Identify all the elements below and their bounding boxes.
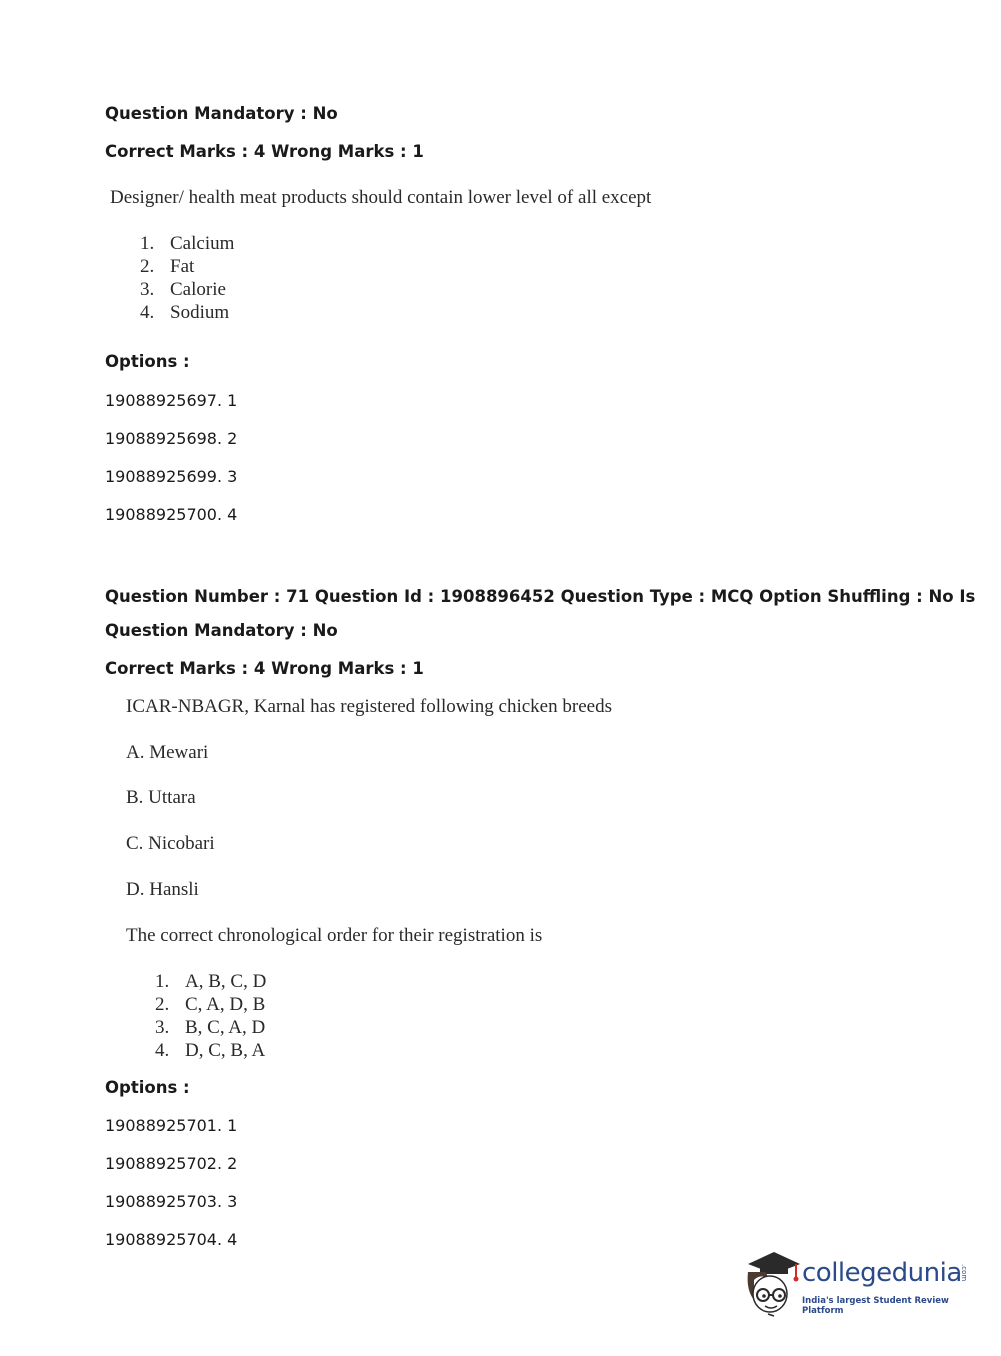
q71-choice-num: 2. bbox=[155, 994, 170, 1015]
q71-choice-num: 1. bbox=[155, 971, 170, 992]
q70-option: 19088925699. 3 bbox=[105, 467, 238, 486]
q71-choice-text: B, C, A, D bbox=[185, 1017, 266, 1038]
q70-choice bbox=[140, 256, 194, 278]
logo-wordmark: collegedunia bbox=[802, 1258, 962, 1288]
q70-option: 19088925700. 4 bbox=[105, 505, 238, 524]
q70-stem: Designer/ health meat products should contain lower level of all except bbox=[110, 187, 652, 208]
q70-marks: Correct Marks : 4 Wrong Marks : 1 bbox=[105, 142, 424, 161]
q71-option: 19088925704. 4 bbox=[105, 1230, 238, 1249]
q71-marks: Correct Marks : 4 Wrong Marks : 1 bbox=[105, 659, 424, 678]
q70-choice-text: Calcium bbox=[170, 233, 235, 254]
q71-choice-text: A, B, C, D bbox=[185, 971, 267, 992]
q71-option: 19088925703. 3 bbox=[105, 1192, 238, 1211]
q71-item: C. Nicobari bbox=[126, 833, 215, 854]
q71-header: Question Number : 71 Question Id : 1908896452 Question Type : MCQ Option Shuffling : No Is bbox=[105, 587, 976, 606]
q70-options-label: Options : bbox=[105, 352, 190, 371]
mascot-icon bbox=[740, 1250, 802, 1318]
q70-mandatory: Question Mandatory : No bbox=[105, 104, 338, 123]
logo-tagline: India's largest Student Review Platform bbox=[802, 1296, 949, 1316]
q70-option: 19088925697. 1 bbox=[105, 391, 238, 410]
q70-choice-text: Sodium bbox=[170, 302, 230, 323]
q71-choice-text: C, A, D, B bbox=[185, 994, 266, 1015]
q71-option: 19088925702. 2 bbox=[105, 1154, 238, 1173]
q70-choice-num: 1. bbox=[140, 233, 155, 254]
q71-choice-text: D, C, B, A bbox=[185, 1040, 266, 1061]
q70-choice-text: Fat bbox=[170, 256, 195, 277]
q71-choice bbox=[155, 1040, 265, 1062]
q71-option: 19088925701. 1 bbox=[105, 1116, 238, 1135]
q71-item: A. Mewari bbox=[126, 742, 209, 763]
q70-choice bbox=[140, 279, 226, 301]
q71-sub-stem: The correct chronological order for their registration is bbox=[126, 925, 543, 946]
q71-mandatory: Question Mandatory : No bbox=[105, 621, 338, 640]
q71-choice-num: 3. bbox=[155, 1017, 170, 1038]
q70-choice-num: 3. bbox=[140, 279, 155, 300]
q71-choice bbox=[155, 1017, 265, 1039]
collegedunia-logo[interactable] bbox=[740, 1250, 970, 1320]
q70-choice bbox=[140, 233, 234, 255]
q70-choice-num: 4. bbox=[140, 302, 155, 323]
q71-choice bbox=[155, 994, 265, 1016]
q70-choice-num: 2. bbox=[140, 256, 155, 277]
q70-choice bbox=[140, 302, 229, 324]
q70-option: 19088925698. 2 bbox=[105, 429, 238, 448]
q71-stem: ICAR-NBAGR, Karnal has registered following chicken breeds bbox=[126, 696, 612, 717]
q71-item: B. Uttara bbox=[126, 787, 196, 808]
q71-options-label: Options : bbox=[105, 1078, 190, 1097]
logo-com: .com bbox=[960, 1264, 968, 1282]
q70-choice-text: Calorie bbox=[170, 279, 226, 300]
q71-choice-num: 4. bbox=[155, 1040, 170, 1061]
q71-choice bbox=[155, 971, 266, 993]
q71-item: D. Hansli bbox=[126, 879, 199, 900]
